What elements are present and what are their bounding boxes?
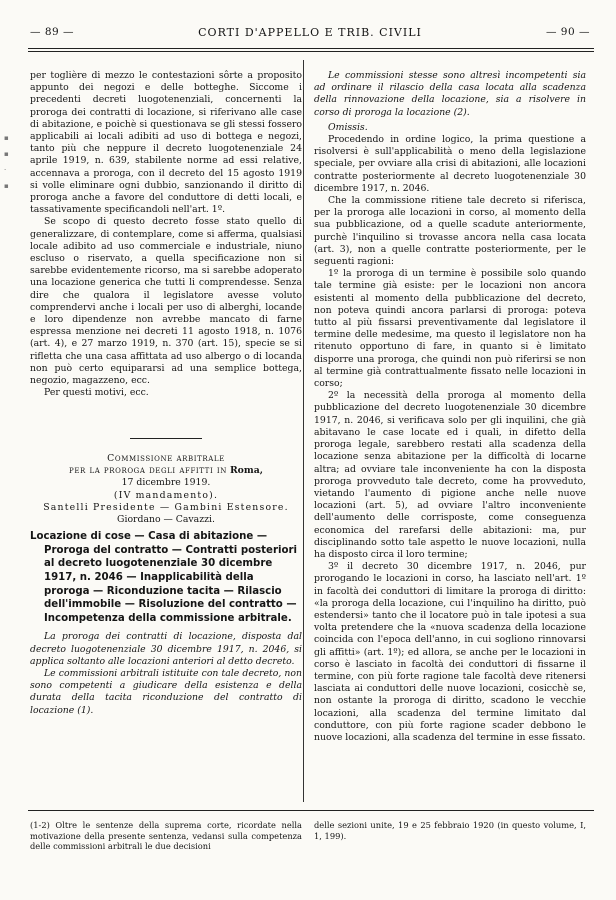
decision-block — [30, 452, 302, 717]
mandamento: (IV mandamento). — [113, 489, 219, 501]
header-rule-double — [28, 51, 594, 52]
omissis: Omissis. — [328, 121, 368, 133]
header-rule — [28, 48, 594, 49]
court-name: Commissione arbitrale — [107, 453, 225, 464]
column-divider — [303, 60, 304, 802]
left-column — [30, 70, 302, 399]
left-page-number: — 89 — — [30, 26, 75, 38]
paragraph: Procedendo in ordine logico, la prima questione a risolversi è sull'applicabilità o meno della legislazione speciale, per ovviare alla crisi di abitazioni, alle locazioni contratte posteriormente al decreto luogotenenziale 30 dicembre 1917, n. 2046. — [314, 134, 586, 194]
right-column — [314, 70, 586, 744]
margin-annotations: ▪ ▪ · ▪ — [4, 134, 9, 190]
court-line-prefix: per la proroga degli affitti in — [69, 465, 227, 477]
city: Roma, — [229, 465, 263, 477]
running-title: CORTI D'APPELLO E TRIB. CIVILI — [198, 25, 422, 39]
principle: Le commissioni arbitrali istituite con tale decreto, non sono competenti a giudicare della esistenza e della durata della tacita riconduzione del contratto di locazione (1). — [30, 667, 302, 716]
panel-members: Santelli Presidente — Gambini Estensore. — [43, 501, 289, 513]
paragraph: 1º la proroga di un termine è possibile solo quando tale termine già esiste: per le locazioni non ancora esistenti al momento della pubblicazione del decreto, non poteva quindi ancora parlarsi di proroga: poteva tutto al più fissarsi preventivamente dal legislatore il termine delle medesime, ma questo il legislatore non ha ritenuto opportuno di fare, in quanto si è limitato disporre una proroga, che quindi non può riferirsi se non al termine già contrattualmente fissato nelle locazioni in corso; — [314, 268, 586, 390]
panel-members-2: Giordano — Cavazzi. — [117, 514, 215, 526]
principle: Le commissioni stesse sono altresì incompetenti sia ad ordinare il rilascio della casa locata alla scadenza della rinnovazione della locazione, sia a risolvere in corso di proroga la locazione (2). — [314, 70, 586, 118]
court-line — [30, 465, 302, 477]
paragraph: 2º la necessità della proroga al momento della pubblicazione del decreto luogotenenziale 30 dicembre 1917, n. 2046, si verificava solo per gli inquilini, che già abitavano le case locate ed i quali, in difetto della proroga legale, sarebbero restati alla scadenza della locazione senza abitazione per la difficoltà di locarne altra; ad ovviare tale inconveniente ha con la disposta proroga provveduto tale decreto, come ha provveduto, vietando l'aumento di pigione anche nelle nuove locazioni (art. 5), ad ovviare l'altro inconveniente dell'aumento delle corrisposte, come conseguenza economica del rarefarsi delle abitazioni: ma, pur disciplinando sotto tale aspetto le nuove locazioni, nulla ha disposto circa il loro termine; — [314, 390, 586, 560]
paragraph: 3º il decreto 30 dicembre 1917, n. 2046, pur prorogando le locazioni in corso, ha lasciato nell'art. 1º in facoltà dei conduttori di limitare la proroga di diritto: «la proroga della locazione, cui l'inquilino ha diritto, può estendersi» tanto che il locatore può in tale ipotesi a sua volta pretendere che la «nuova scadenza della locazione coincida con l'epoca dell'anno, in cui sogliono rinnovarsi gli affitti» (art. 1º); ed allora, se anche per le locazioni in corso è lasciato in facoltà dei conduttori di fissarne il termine, con più forte ragione tale facoltà deve ritenersi lasciata ai conduttori delle nuove locazioni, cosicchè se, non ostante la proroga di diritto, scadono le vecchie locazioni, alla scadenza del termine limitato dal conduttore, con più forte ragione scader debbono le nuove locazioni, alla scadenza del termine in esse fissato. — [314, 561, 586, 743]
headnote: Locazione di cose — Casa di abitazione — Proroga del contratto — Contratti posteriori al decreto luogotenenziale 30 dicembre 1917, n. 2046 — Inapplicabilità della proroga — Riconduzione tacita — Rilascio dell'immobile — Risoluzione del contratto — Incompetenza della commissione arbitrale. — [30, 531, 297, 624]
principle: La proroga dei contratti di locazione, disposta dal decreto luogotenenziale 30 dicembre 1917, n. 2046, si applica soltanto alle locazioni anteriori al detto decreto. — [30, 631, 302, 667]
paragraph: Per questi motivi, ecc. — [44, 387, 149, 399]
footnote-left: (1-2) Oltre le sentenze della suprema corte, ricordate nella motivazione della presente sentenza, vedansi sulla competenza delle commissioni arbitrali le due decisioni — [30, 820, 302, 851]
paragraph: Se scopo di questo decreto fosse stato quello di generalizzare, di contemplare, come si afferma, qualsiasi locale adibito ad uso commerciale e industriale, niuno escluso o riservato, a quella specificazione non si sarebbe evidentemente ricorso, ma si sarebbe adoperato una locazione generica che tutti li comprendesse. Senza dire che qualora il legislatore avesse voluto comprendervi anche i locali per uso di alberghi, locande e loro dipendenze non avrebbe mancato di farne espressa menzione nei decreti 11 agosto 1918, n. 1076 (art. 4), e 27 marzo 1919, n. 370 (art. 15), specie se si rifletta che una casa affittata ad uso albergo o di locanda non può certo equipararsi ad una semplice bottega, negozio, magazzeno, ecc. — [30, 216, 302, 387]
running-header — [30, 20, 590, 44]
paragraph: per toglière di mezzo le contestazioni sôrte a proposito appunto dei negozi e delle botteghe. Siccome i precedenti decreti luogotenenziali, concernenti la proroga dei contratti di locazione, si riferivano alle case di abitazione, e poichè si questionava se gli stessi fossero applicabili ai locali adibiti ad uso di bottega e negozi, tanto più che neppure il decreto luogotenenziale 24 aprile 1919, n. 639, stabilente norme ad essi relative, accennava a proroga, con il decreto del 15 agosto 1919 si volle eliminare ogni dubbio, sanzionando il diritto di proroga anche a favore del conduttore di detti locali, e tassativamente specificandoli nell'art. 1º. — [30, 70, 302, 216]
footnote-rule — [28, 810, 594, 811]
decision-date: 17 dicembre 1919. — [121, 477, 211, 489]
right-page-number: — 90 — — [545, 26, 590, 38]
section-rule — [130, 438, 202, 439]
paragraph: Che la commissione ritiene tale decreto si riferisca, per la proroga alle locazioni in corso, al momento della sua pubblicazione, od a quelle scadute anteriormente, purchè l'inquilino si trovasse ancora nella casa locata (art. 3), non a quelle contratte posteriormente, per le seguenti ragioni: — [314, 195, 586, 268]
footnote-right: delle sezioni unite, 19 e 25 febbraio 1920 (in questo volume, I, 1, 199). — [314, 820, 586, 841]
